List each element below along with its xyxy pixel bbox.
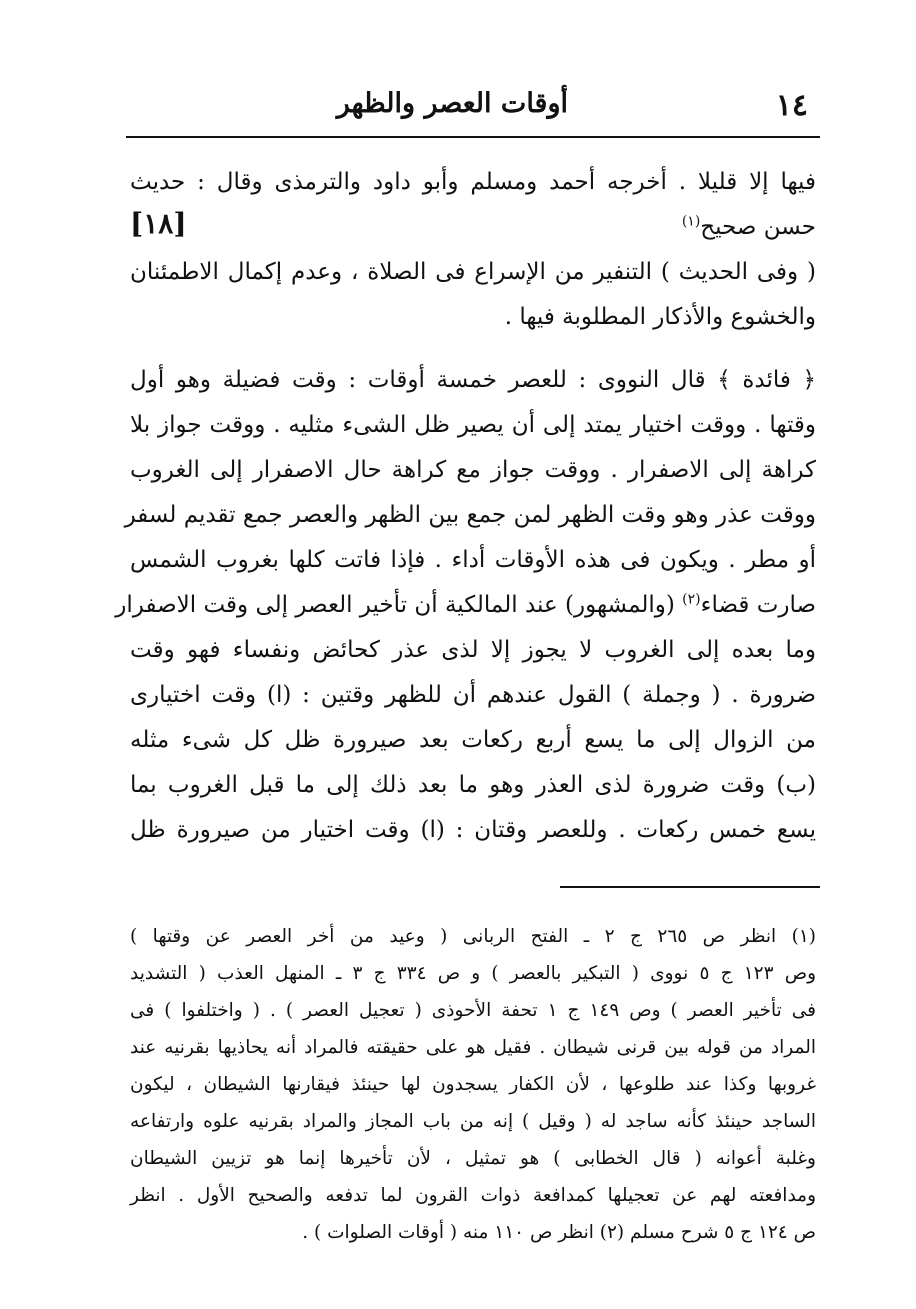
footnote-line: غروبها وكذا عند طلوعها ، لأن الكفار يسجدون لها حينئذ فيقارنها الشيطان ، ليكون [130,1074,816,1095]
text-line-content: (والمشهور) عند المالكية أن تأخير العصر إلى وقت الاصفرار [115,592,683,618]
text-line: ووقت عذر وهو وقت الظهر لمن جمع بين الظهر والعصر جمع تقديم لسفر [124,502,816,528]
text-line: وما بعده إلى الغروب لا يجوز إلا لذى عذر كحائض ونفساء فهو وقت [130,637,816,663]
text-line: أو مطر . ويكون فى هذه الأوقات أداء . فإذا فاتت كلها بغروب الشمس [130,547,816,573]
text-line [115,583,816,628]
main-text [115,160,816,853]
footnote-rule [560,886,820,888]
footnote-ref-2: (٢) [682,591,701,608]
text-line: ( وفى الحديث ) التنفير من الإسراع فى الصلاة ، وعدم إكمال الاطمئنان [130,259,816,285]
text-line: فيها إلا قليلا . أخرجه أحمد ومسلم وأبو داود والترمذى وقال : حديث [130,169,816,195]
footnote-line: وغلبة أعوانه ( قال الخطابى ) هو تمثيل ، لأن تأخيرها إنما هو تزيين الشيطان [130,1148,816,1169]
footnote-line: المراد من قوله بين قرنى شيطان . فقيل هو على حقيقته فالمراد أنه يحاذيها بقرنيه عند [130,1037,816,1058]
paragraph-3 [115,358,816,853]
text-line: كراهة إلى الاصفرار . ووقت جواز مع كراهة حال الاصفرار إلى الغروب [130,457,816,483]
footnote-ref-1: (١) [681,213,701,230]
paragraph-1 [130,160,816,205]
text-line: وقتها . ووقت اختيار يمتد إلى أن يصير ظل الشىء مثليه . ووقت جواز بلا [130,412,816,438]
paragraph-1-end [130,205,816,250]
text-line: يسع خمس ركعات . وللعصر وقتان : (ا) وقت اختيار من صيرورة ظل [130,817,816,843]
hadith-number-marker: [١٨] [130,207,187,240]
text-line-content: حسن صحيح [700,214,816,240]
running-title: أوقات العصر والظهر [336,88,568,119]
page-number: ١٤ [775,88,808,123]
text-line: ﴿ فائدة ﴾ قال النووى : للعصر خمسة أوقات : وقت فضيلة وهو أول [130,367,816,393]
header-rule [126,136,820,138]
footnote-line: ص ١٢٤ ج ٥ شرح مسلم (٢) انظر ص ١١٠ منه ( أوقات الصلوات ) . [302,1222,816,1243]
footnote-line: ومدافعته لهم عن تعجيلها كمدافعة ذوات القرون لما تدفعه والصحيح الأول . انظر [130,1185,816,1206]
footnote-line: (١) انظر ص ٢٦٥ ج ٢ ـ الفتح الربانى ( وعيد من أخر العصر عن وقتها ) [130,926,817,947]
section-gap [130,340,816,358]
text-line: والخشوع والأذكار المطلوبة فيها . [504,304,816,330]
paragraph-2 [130,250,816,340]
footnote-line: الساجد حينئذ كأنه ساجد له ( وقيل ) إنه من باب المجاز والمراد بقرنيه علوه وارتفاعه [130,1111,816,1132]
text-line [682,205,816,250]
text-line: ضرورة . ( وجملة ) القول عندهم أن للظهر وقتين : (ا) وقت اختيارى [130,682,816,708]
text-line: من الزوال إلى ما يسع أربع ركعات بعد صيرورة ظل كل شىء مثله [130,727,816,753]
text-line: (ب) وقت ضرورة لذى العذر وهو ما بعد ذلك إلى ما قبل الغروب بما [130,772,816,798]
footnote-line: وص ١٢٣ ج ٥ نووى ( التبكير بالعصر ) و ص ٣٣٤ ج ٣ ـ المنهل العذب ( التشديد [130,963,817,984]
page-header [128,84,818,128]
footnote-line: فى تأخير العصر ) وص ١٤٩ ج ١ تحفة الأحوذى ( تعجيل العصر ) . ( واختلفوا ) فى [130,1000,816,1021]
text-line-content: صارت قضاء [700,592,816,618]
footnotes [130,918,816,1251]
